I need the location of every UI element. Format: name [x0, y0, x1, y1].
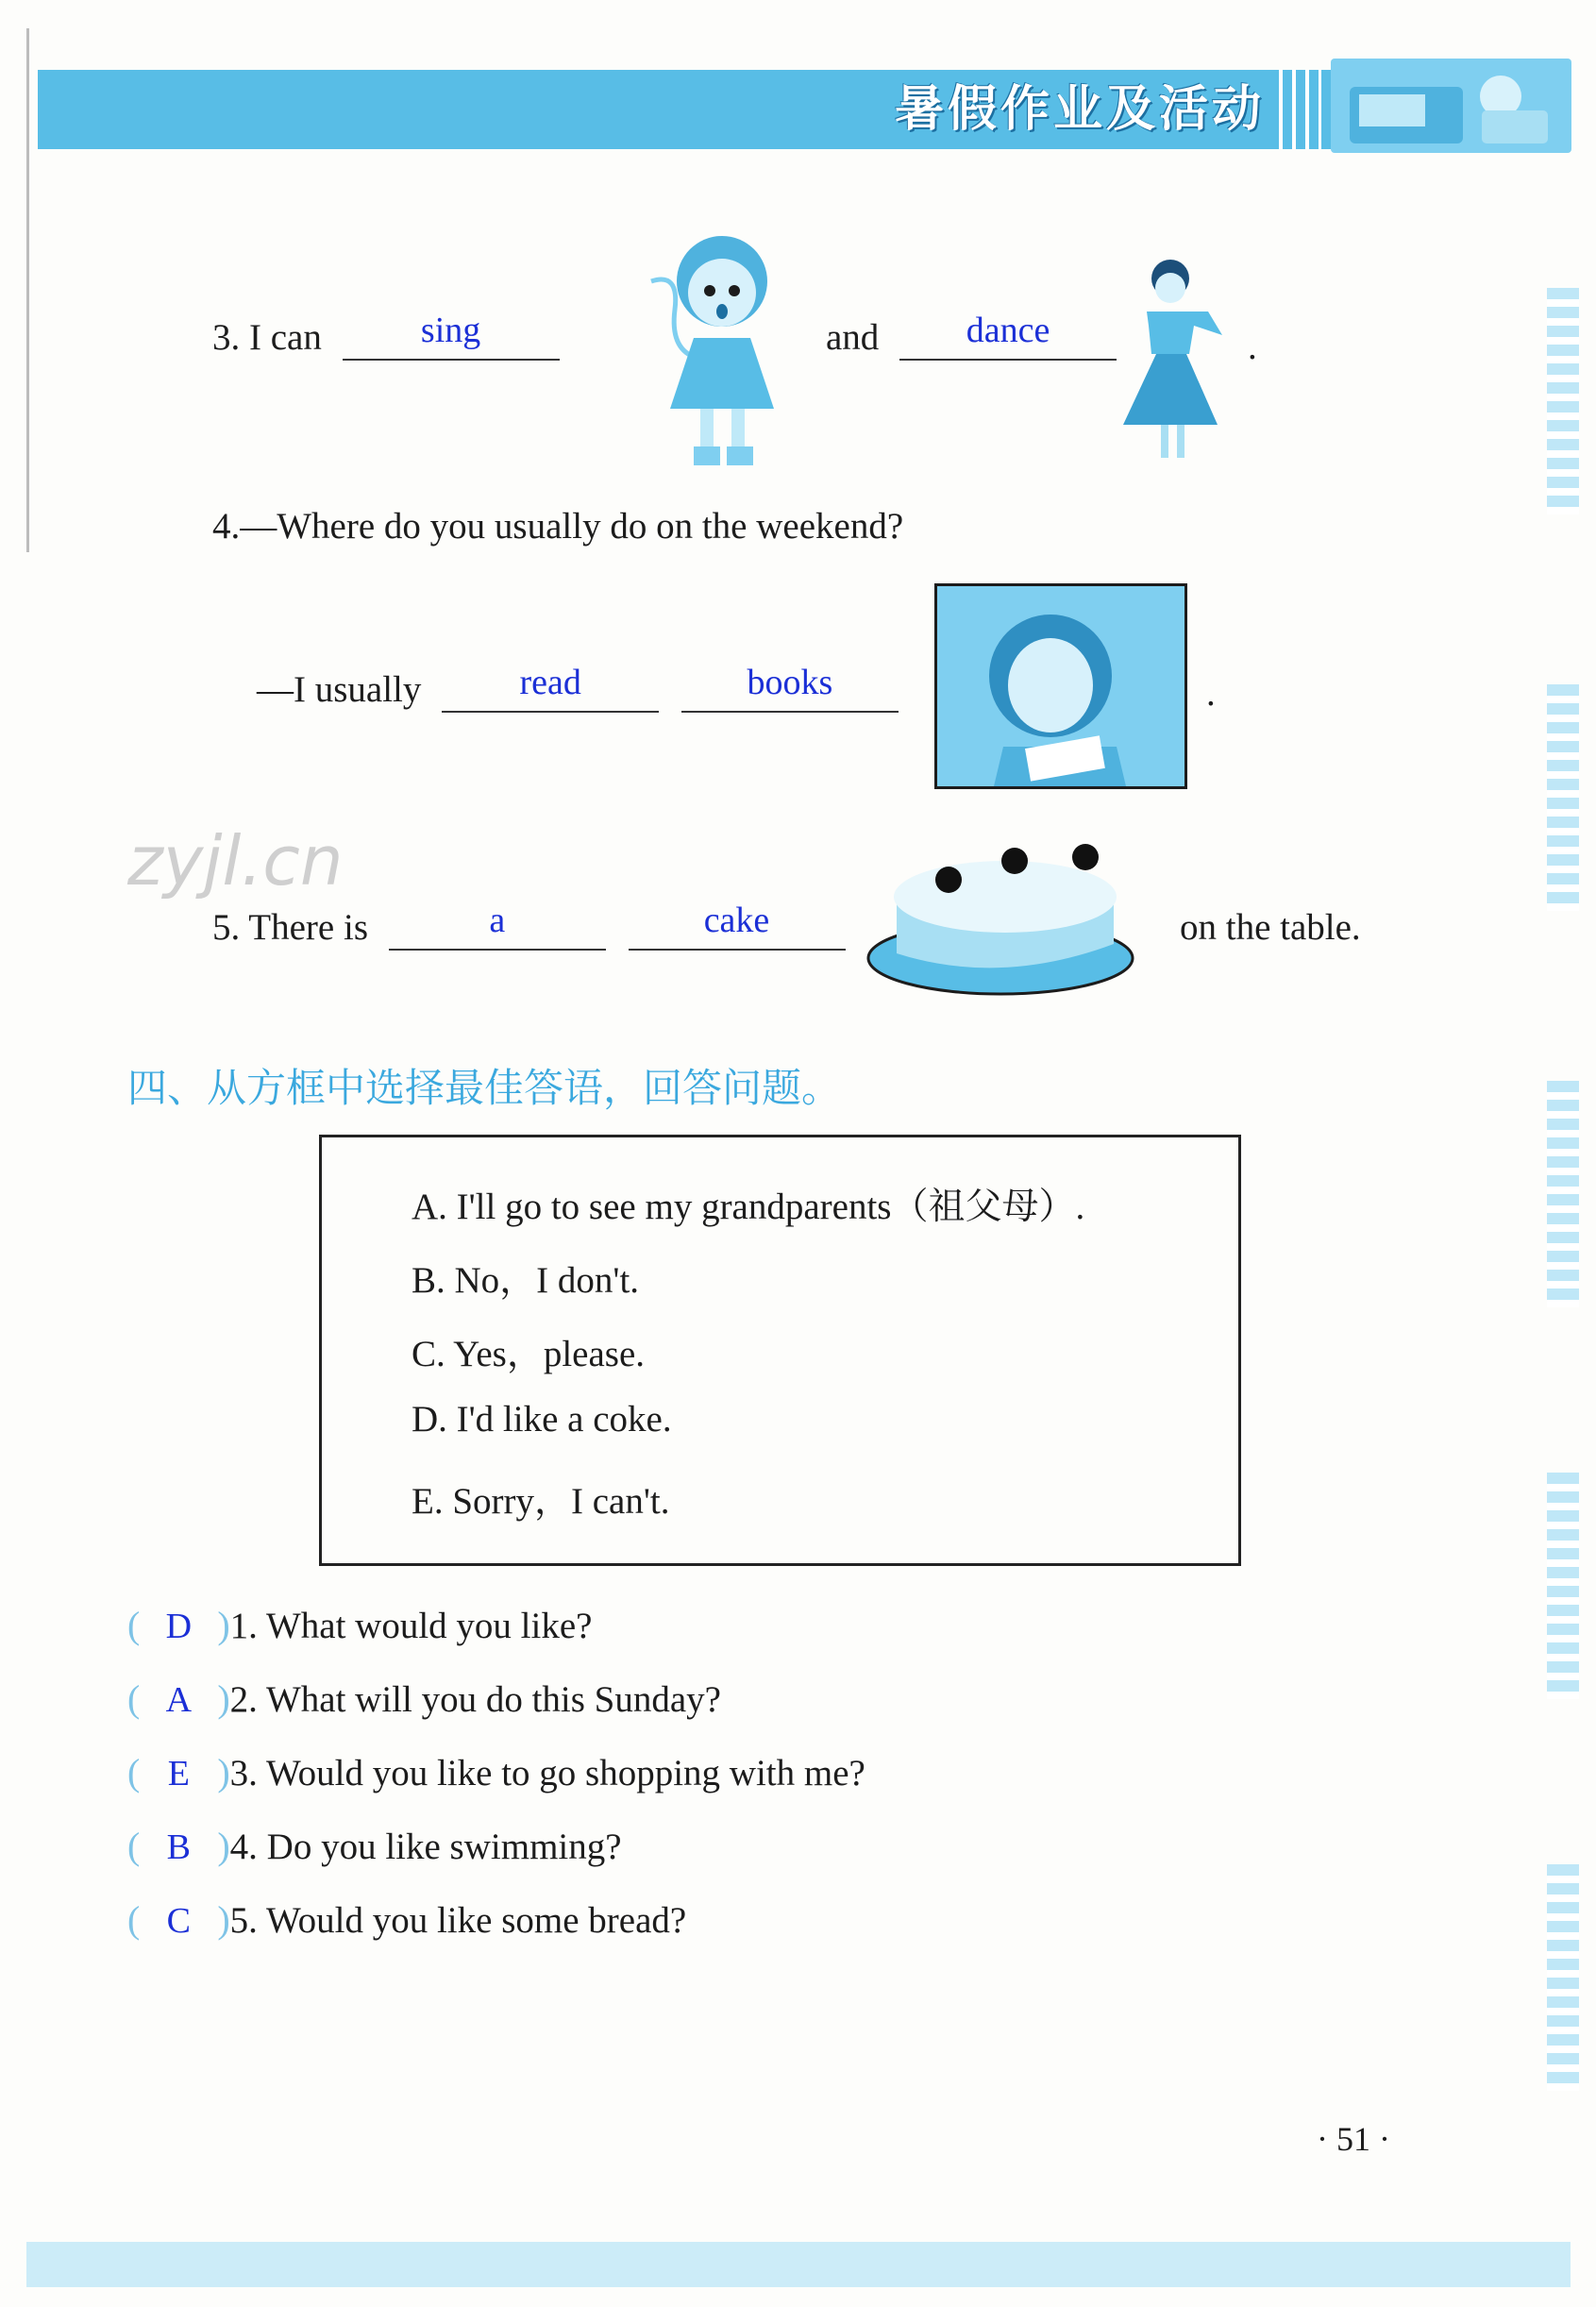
fill-in-item-4-answer — [257, 663, 899, 713]
cake-image — [864, 831, 1147, 1001]
question-text: 5. Would you like some bread? — [229, 1900, 687, 1941]
header-illustration — [1331, 59, 1571, 153]
girl-reading-image — [934, 583, 1187, 789]
paren-close: ) — [217, 1825, 230, 1867]
header-title: 暑假作业及活动 — [894, 81, 1265, 138]
paren-open: ( — [127, 1604, 141, 1646]
question-row — [127, 1750, 865, 1807]
option-a: A. I'll go to see my grandparents（祖父母）. — [412, 1187, 1085, 1227]
side-tab-strip — [1547, 1864, 1579, 2091]
side-tab-strip — [1547, 1473, 1579, 1699]
option-b: B. No，I don't. — [412, 1260, 640, 1301]
girl-singing-image — [642, 215, 798, 475]
left-margin-rule — [26, 28, 29, 552]
paren-open: ( — [127, 1825, 141, 1867]
answer-text: sing — [420, 311, 481, 350]
item-text: —Where do you usually do on the weekend? — [240, 506, 904, 547]
paren-open: ( — [127, 1751, 141, 1793]
section-title: 四、从方框中选择最佳答语，回答问题。 — [127, 1065, 842, 1111]
item-text: I can — [249, 317, 322, 358]
answer-blank — [629, 901, 846, 951]
answer-blank — [681, 663, 899, 713]
question-text: 4. Do you like swimming? — [229, 1827, 622, 1867]
answer-text: read — [519, 663, 581, 702]
answer-letter: D — [165, 1607, 193, 1646]
answer-text: dance — [966, 311, 1050, 350]
answer-letter: C — [166, 1901, 191, 1941]
answer-blank — [442, 663, 659, 713]
question-row — [127, 1897, 686, 1954]
fill-in-item-4-question — [212, 505, 903, 547]
fill-in-item-5 — [212, 901, 846, 951]
question-text: 1. What would you like? — [229, 1606, 593, 1646]
header-stripes — [1269, 70, 1321, 149]
item-end-punct: . — [1248, 327, 1257, 367]
item-text: and — [826, 317, 880, 358]
option-d: D. I'd like a coke. — [412, 1399, 672, 1440]
item-text: —I usually — [257, 669, 422, 710]
answer-blank — [899, 311, 1117, 361]
answer-text: books — [747, 663, 833, 702]
fill-in-item-3-cont — [826, 311, 1117, 361]
item-end-punct: . — [1206, 673, 1216, 714]
paren-close: ) — [217, 1677, 230, 1720]
girl-dancing-image — [1118, 222, 1232, 467]
answer-letter: E — [167, 1754, 190, 1793]
item-number: 5. — [212, 907, 241, 948]
option-c: C. Yes，please. — [412, 1334, 646, 1374]
item-text: There is — [248, 907, 368, 948]
side-tab-strip — [1547, 1081, 1579, 1307]
option-e: E. Sorry，I can't. — [412, 1481, 670, 1522]
fill-in-item-3 — [212, 311, 560, 361]
paren-open: ( — [127, 1677, 141, 1720]
side-tab-strip — [1547, 288, 1579, 514]
options-box — [319, 1135, 1241, 1566]
paren-close: ) — [217, 1898, 230, 1941]
paren-open: ( — [127, 1898, 141, 1941]
answer-blank — [389, 901, 606, 951]
paren-close: ) — [217, 1751, 230, 1793]
answer-letter: B — [166, 1827, 191, 1867]
watermark: zyjl.cn — [127, 821, 344, 901]
side-tab-strip — [1547, 684, 1579, 911]
answer-text: cake — [703, 901, 770, 940]
item-text: on the table. — [1180, 907, 1361, 948]
item-number: 4. — [212, 506, 241, 547]
item-number: 3. — [212, 317, 241, 358]
answer-blank — [343, 311, 560, 361]
question-text: 2. What will you do this Sunday? — [229, 1679, 721, 1720]
answer-text: a — [489, 901, 506, 940]
paren-close: ) — [217, 1604, 230, 1646]
question-text: 3. Would you like to go shopping with me? — [229, 1753, 865, 1793]
question-row — [127, 1676, 721, 1733]
question-row — [127, 1603, 592, 1659]
answer-letter: A — [165, 1680, 193, 1720]
question-row — [127, 1824, 622, 1880]
footer-band — [26, 2242, 1571, 2287]
page-number: · 51 · — [1317, 2120, 1390, 2158]
